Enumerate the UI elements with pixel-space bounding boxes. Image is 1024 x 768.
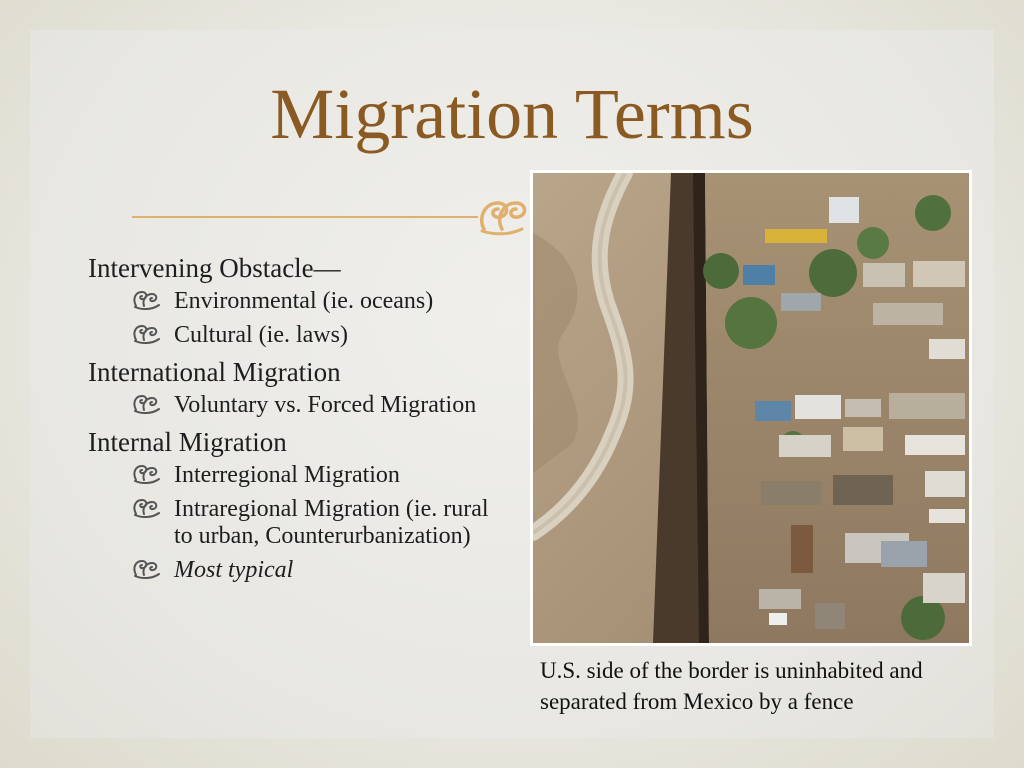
ornament-scroll-icon: [132, 462, 162, 486]
ornament-scroll-icon: [132, 392, 162, 416]
sub-bullet-cultural: [88, 322, 508, 349]
sub-bullet-voluntary-forced: [88, 392, 508, 419]
sub-bullet-intraregional: [88, 496, 508, 550]
photo-caption: U.S. side of the border is uninhabited and separated from Mexico by a fence: [540, 658, 923, 714]
sub-bullet-label: Interregional Migration: [174, 462, 400, 488]
sub-bullet-label: Intraregional Migration (ie. rural to urban, Counterurbanization): [174, 496, 489, 549]
sub-bullet-label: Voluntary vs. Forced Migration: [174, 392, 477, 418]
ornament-scroll-icon: [132, 557, 162, 581]
ornament-flourish-icon: [476, 193, 528, 237]
title-divider-line: [132, 216, 478, 218]
sub-bullet-label: Environmental (ie. oceans): [174, 288, 434, 314]
bullet-list: [88, 252, 508, 591]
sub-bullet-environmental: [88, 288, 508, 315]
bullet-intervening-obstacle: Intervening Obstacle—: [88, 253, 341, 283]
bullet-international-migration: International Migration: [88, 357, 341, 387]
slide-title: Migration Terms: [270, 74, 754, 154]
ornament-scroll-icon: [132, 496, 162, 520]
sub-bullet-label: Cultural (ie. laws): [174, 322, 348, 348]
photo-illustration: [533, 173, 969, 643]
border-aerial-photo: [530, 170, 972, 646]
sub-bullet-label: Most typical: [174, 557, 294, 583]
sub-bullet-interregional: [88, 462, 508, 489]
ornament-scroll-icon: [132, 322, 162, 346]
sub-bullet-most-typical: [88, 557, 508, 584]
bullet-internal-migration: Internal Migration: [88, 427, 287, 457]
ornament-scroll-icon: [132, 288, 162, 312]
